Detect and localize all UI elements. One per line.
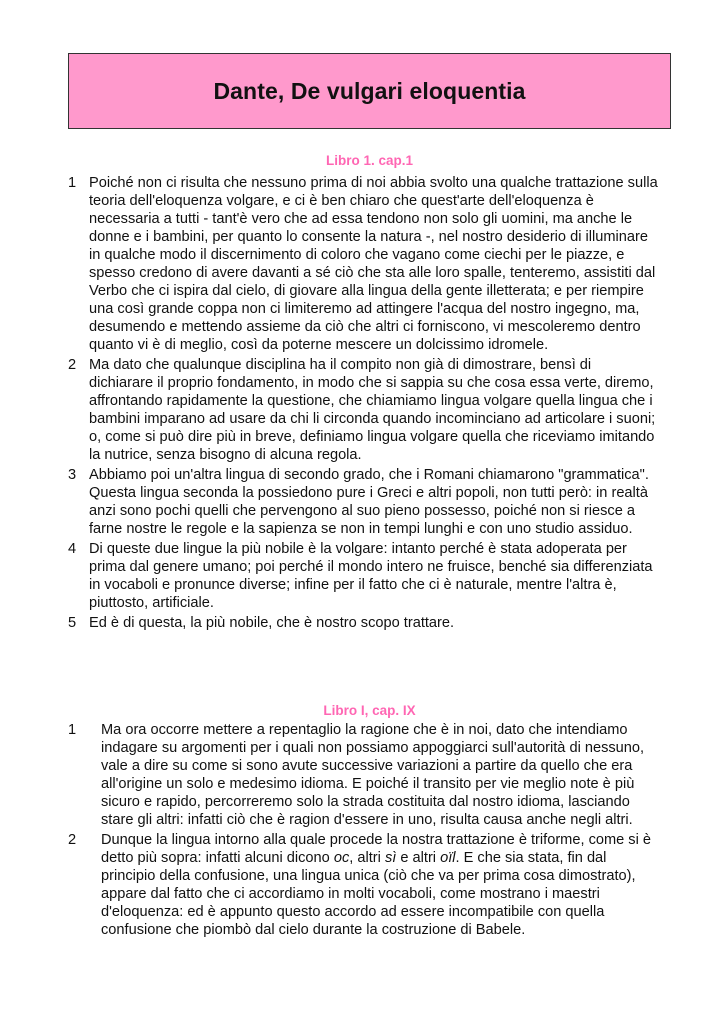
section-heading-libro-i-cap-ix: Libro I, cap. IX	[323, 703, 416, 718]
paragraph-number: 1	[68, 722, 77, 738]
paragraph-number: 2	[68, 832, 77, 848]
paragraph-text: Ma dato che qualunque disciplina ha il compito non già di dimostrare, bensì di dichiarare il proprio fondamento, in modo che si sappia su che cosa essa verte, diremo, affrontando rapidamente la questione, che chiamiamo lingua volgare quella lingua che i bambini imparano ad usare da chi li circonda quando incominciano ad articolare i suoni; o, come si può dire più in breve, definiamo lingua volgare quella che riceviamo imitando la nutrice, senza bisogno di alcuna regola.	[89, 357, 656, 463]
paragraph-number: 2	[68, 357, 77, 373]
document-title: Dante, De vulgari eloquentia	[213, 77, 526, 104]
paragraph-text: Poiché non ci risulta che nessuno prima di noi abbia svolto una qualche trattazione sulla teoria dell'eloquenza volgare, e ci è ben chiaro che quest'arte dell'eloquenza è necessaria a tutti - tant'è vero che ad essa tendono non solo gli uomini, ma anche le donne e i bambini, per quanto lo consente la natura -, nel nostro desiderio di illuminare in qualche modo il discernimento di coloro che vagano come ciechi per le piazze, e spesso credono di avere davanti a sé ciò che sta alle loro spalle, tenteremo, assistiti dal Verbo che ci ispira dal cielo, di giovare alla lingua della gente illetterata; e per riempire una così grande coppa non ci limiteremo ad attingere l'acqua del nostro ingegno, ma, desumendo e mettendo assieme da ciò che altri ci forniscono, vi mescoleremo dentro quanto vi è di meglio, così da poterne mescere un dolcissimo idromele.	[89, 175, 658, 353]
paragraph-number: 1	[68, 175, 77, 191]
paragraph-number: 3	[68, 467, 77, 483]
title-box	[68, 53, 671, 129]
section-heading-libro-1-cap-1: Libro 1. cap.1	[325, 153, 414, 168]
paragraph-2	[68, 356, 658, 464]
paragraph-text: Abbiamo poi un'altra lingua di secondo grado, che i Romani chiamarono "grammatica". Questa lingua seconda la possiedono pure i Greci e altri popoli, non tutti però: in realtà anzi sono pochi quelli che pervengono al suo pieno possesso, poiché non si riesce a farne nostre le regole e la sapienza se non in tempi lunghi e con uno studio assiduo.	[89, 467, 649, 537]
paragraph-text: Di queste due lingue la più nobile è la volgare: intanto perché è stata adoperata per prima dal genere umano; poi perché il mondo intero ne fruisce, benché sia differenziata in vocaboli e pronunce diverse; infine per il fatto che ci è naturale, mentre l'altra è, piuttosto, artificiale.	[89, 541, 653, 611]
paragraph-text: Ma ora occorre mettere a repentaglio la ragione che è in noi, dato che intendiamo indagare su argomenti per i quali non possiamo appoggiarci sull'autorità di nessuno, vale a dire su come si sono avute successive variazioni a partire da quello che era all'origine un solo e medesimo idioma. E poiché il transito per vie meglio note è più sicuro e rapido, percorreremo solo la strada costituita dal nostro idioma, lasciando stare gli altri: infatti ciò che è ragion d'essere in uno, risulta causa anche negli altri.	[101, 722, 645, 828]
paragraph-2	[68, 831, 658, 939]
paragraph-3	[68, 466, 658, 538]
section-2-paragraphs	[68, 721, 658, 941]
paragraph-5	[68, 614, 658, 632]
paragraph-text: Dunque la lingua intorno alla quale procede la nostra trattazione è triforme, come si è detto più sopra: infatti alcuni dicono oc, altri sì e altri oïl. E che sia stata, fin dal principio della confusione, una lingua unica (ciò che va per prima cosa dimostrato), appare dal fatto che ci accordiamo in molti vocaboli, come mostrano i maestri d'eloquenza: ed è appunto questo accordo ad essere incompatibile con quella confusione che piombò dal cielo durante la costruzione di Babele.	[101, 832, 652, 938]
paragraph-text: Ed è di questa, la più nobile, che è nostro scopo trattare.	[89, 615, 455, 631]
paragraph-1	[68, 721, 658, 829]
word-oil: oïl	[440, 850, 456, 866]
paragraph-number: 4	[68, 541, 77, 557]
section-1-paragraphs	[68, 174, 658, 634]
paragraph-number: 5	[68, 615, 77, 631]
paragraph-1	[68, 174, 658, 354]
word-si: sì	[384, 850, 397, 866]
paragraph-4	[68, 540, 658, 612]
word-oc: oc	[333, 850, 350, 866]
